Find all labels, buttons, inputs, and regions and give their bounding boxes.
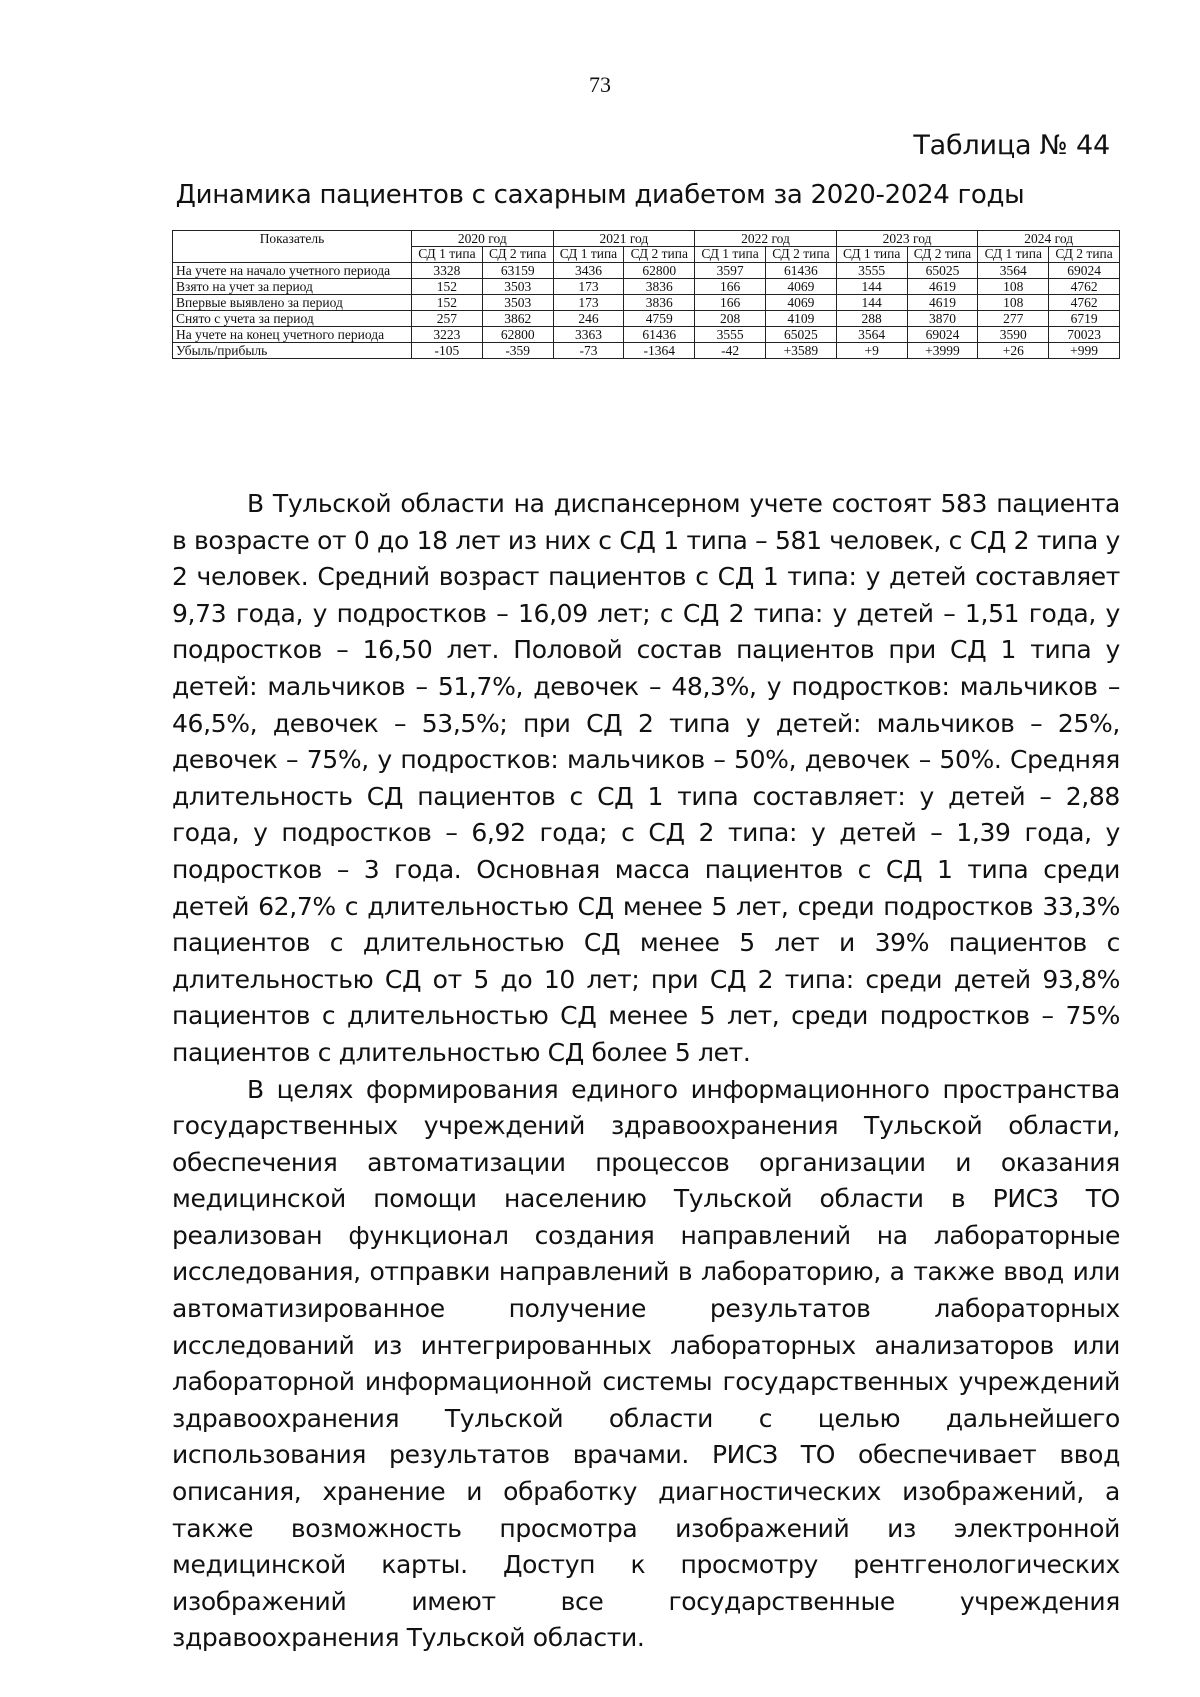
table-row: [173, 294, 1120, 310]
table-cell: 3870: [907, 310, 978, 326]
table-cell: 144: [836, 278, 907, 294]
table-cell: 70023: [1049, 326, 1120, 342]
type-subheader: СД 1 типа: [836, 247, 907, 263]
type-subheader: СД 1 типа: [412, 247, 483, 263]
table-year-header-row: [173, 231, 1120, 247]
diabetes-dynamics-table: [172, 230, 1120, 359]
table-cell: 173: [553, 278, 624, 294]
table-cell: 65025: [765, 326, 836, 342]
table-cell: 4069: [765, 278, 836, 294]
table-cell: +999: [1049, 342, 1120, 358]
table-cell: +3589: [765, 342, 836, 358]
table-row: [173, 262, 1120, 278]
table-cell: -42: [695, 342, 766, 358]
table-cell: 257: [412, 310, 483, 326]
table-cell: 3436: [553, 262, 624, 278]
table-title: Динамика пациентов с сахарным диабетом за 2020-2024 годы: [175, 180, 1025, 210]
type-subheader: СД 2 типа: [1049, 247, 1120, 263]
table-cell: 144: [836, 294, 907, 310]
table-cell: 62800: [624, 262, 695, 278]
row-label: На учете на конец учетного периода: [173, 326, 412, 342]
year-header: 2024 год: [978, 231, 1120, 247]
param-column-header: Показатель: [173, 231, 412, 263]
table-cell: 166: [695, 294, 766, 310]
table-cell: 166: [695, 278, 766, 294]
row-label: Впервые выявлено за период: [173, 294, 412, 310]
table-cell: 4759: [624, 310, 695, 326]
table-cell: 277: [978, 310, 1049, 326]
row-label: На учете на начало учетного периода: [173, 262, 412, 278]
table-cell: 3564: [836, 326, 907, 342]
table-cell: 208: [695, 310, 766, 326]
table-cell: 4762: [1049, 278, 1120, 294]
table-cell: 152: [412, 294, 483, 310]
table-cell: 69024: [907, 326, 978, 342]
table-row: [173, 310, 1120, 326]
type-subheader: СД 2 типа: [765, 247, 836, 263]
paragraph: В целях формирования единого информационного пространства государственных учреждений здравоохранения Тульской области, обеспечения автоматизации процессов организации и оказания медицинской помощи населению Тульской области в РИСЗ ТО реализован функционал создания направлений на лабораторные исследования, отправки направлений в лабораторию, а также ввод или автоматизированное получение результатов лабораторных исследований из интегрированных лабораторных анализаторов или лабораторной информационной системы государственных учреждений здравоохранения Тульской области с целью дальнейшего использования результатов врачами. РИСЗ ТО обеспечивает ввод описания, хранение и обработку диагностических изображений, а также возможность просмотра изображений из электронной медицинской карты. Доступ к просмотру рентгенологических изображений имеют все государственные учреждения здравоохранения Тульской области.: [172, 1074, 1120, 1653]
table-cell: 288: [836, 310, 907, 326]
type-subheader: СД 1 типа: [978, 247, 1049, 263]
year-header: 2021 год: [553, 231, 695, 247]
table-cell: 6719: [1049, 310, 1120, 326]
table-label: Таблица № 44: [913, 130, 1110, 161]
table-cell: 3590: [978, 326, 1049, 342]
table-cell: 62800: [482, 326, 553, 342]
table-cell: 108: [978, 294, 1049, 310]
table-cell: 63159: [482, 262, 553, 278]
type-subheader: СД 2 типа: [624, 247, 695, 263]
table-cell: 3328: [412, 262, 483, 278]
table-cell: -73: [553, 342, 624, 358]
type-subheader: СД 2 типа: [907, 247, 978, 263]
table-cell: +9: [836, 342, 907, 358]
table-cell: +3999: [907, 342, 978, 358]
table-cell: 61436: [765, 262, 836, 278]
table-cell: 3503: [482, 278, 553, 294]
row-label: Взято на учет за период: [173, 278, 412, 294]
table-cell: 4762: [1049, 294, 1120, 310]
page-number: 73: [589, 72, 611, 97]
paragraph: В Тульской области на диспансерном учете состоят 583 пациента в возрасте от 0 до 18 лет из них с СД 1 типа – 581 человек, с СД 2 типа у 2 человек. Средний возраст пациентов с СД 1 типа: у детей составляет 9,73 года, у подростков – 16,09 лет; с СД 2 типа: у детей – 1,51 года, у подростков – 16,50 лет. Половой состав пациентов при СД 1 типа у детей: мальчиков – 51,7%, девочек – 48,3%, у подростков: мальчиков – 46,5%, девочек – 53,5%; при СД 2 типа у детей: мальчиков – 25%, девочек – 75%, у подростков: мальчиков – 50%, девочек – 50%. Средняя длительность СД пациентов с СД 1 типа составляет: у детей – 2,88 года, у подростков – 6,92 года; с СД 2 типа: у детей – 1,39 года, у подростков – 3 года. Основная масса пациентов с СД 1 типа среди детей 62,7% с длительностью СД менее 5 лет, среди подростков 33,3% пациентов с длительностью СД менее 5 лет и 39% пациентов с длительностью СД от 5 до 10 лет; при СД 2 типа: среди детей 93,8% пациентов с длительностью СД менее 5 лет, среди подростков – 75% пациентов с длительностью СД более 5 лет.: [172, 489, 1120, 1067]
table-row: [173, 342, 1120, 358]
body-text: [172, 486, 1120, 1657]
row-label: Убыль/прибыль: [173, 342, 412, 358]
table-cell: 4109: [765, 310, 836, 326]
table-row: [173, 326, 1120, 342]
table-cell: 3836: [624, 278, 695, 294]
table-cell: 3597: [695, 262, 766, 278]
table-cell: 3564: [978, 262, 1049, 278]
table-cell: 108: [978, 278, 1049, 294]
table-cell: 69024: [1049, 262, 1120, 278]
table-cell: -359: [482, 342, 553, 358]
table-cell: -1364: [624, 342, 695, 358]
table-cell: 3363: [553, 326, 624, 342]
type-subheader: СД 1 типа: [553, 247, 624, 263]
year-header: 2020 год: [412, 231, 554, 247]
table-cell: 3555: [836, 262, 907, 278]
table-cell: 3836: [624, 294, 695, 310]
table-cell: 3503: [482, 294, 553, 310]
table-cell: 65025: [907, 262, 978, 278]
table-row: [173, 278, 1120, 294]
table-cell: 4069: [765, 294, 836, 310]
year-header: 2022 год: [695, 231, 837, 247]
table-cell: -105: [412, 342, 483, 358]
table-cell: 3223: [412, 326, 483, 342]
row-label: Снято с учета за период: [173, 310, 412, 326]
table-cell: 61436: [624, 326, 695, 342]
table-body: [173, 262, 1120, 358]
table-cell: +26: [978, 342, 1049, 358]
table-cell: 3862: [482, 310, 553, 326]
table-cell: 152: [412, 278, 483, 294]
table-cell: 173: [553, 294, 624, 310]
table-cell: 246: [553, 310, 624, 326]
table-cell: 3555: [695, 326, 766, 342]
type-subheader: СД 2 типа: [482, 247, 553, 263]
type-subheader: СД 1 типа: [695, 247, 766, 263]
table-cell: 4619: [907, 294, 978, 310]
table-cell: 4619: [907, 278, 978, 294]
year-header: 2023 год: [836, 231, 978, 247]
